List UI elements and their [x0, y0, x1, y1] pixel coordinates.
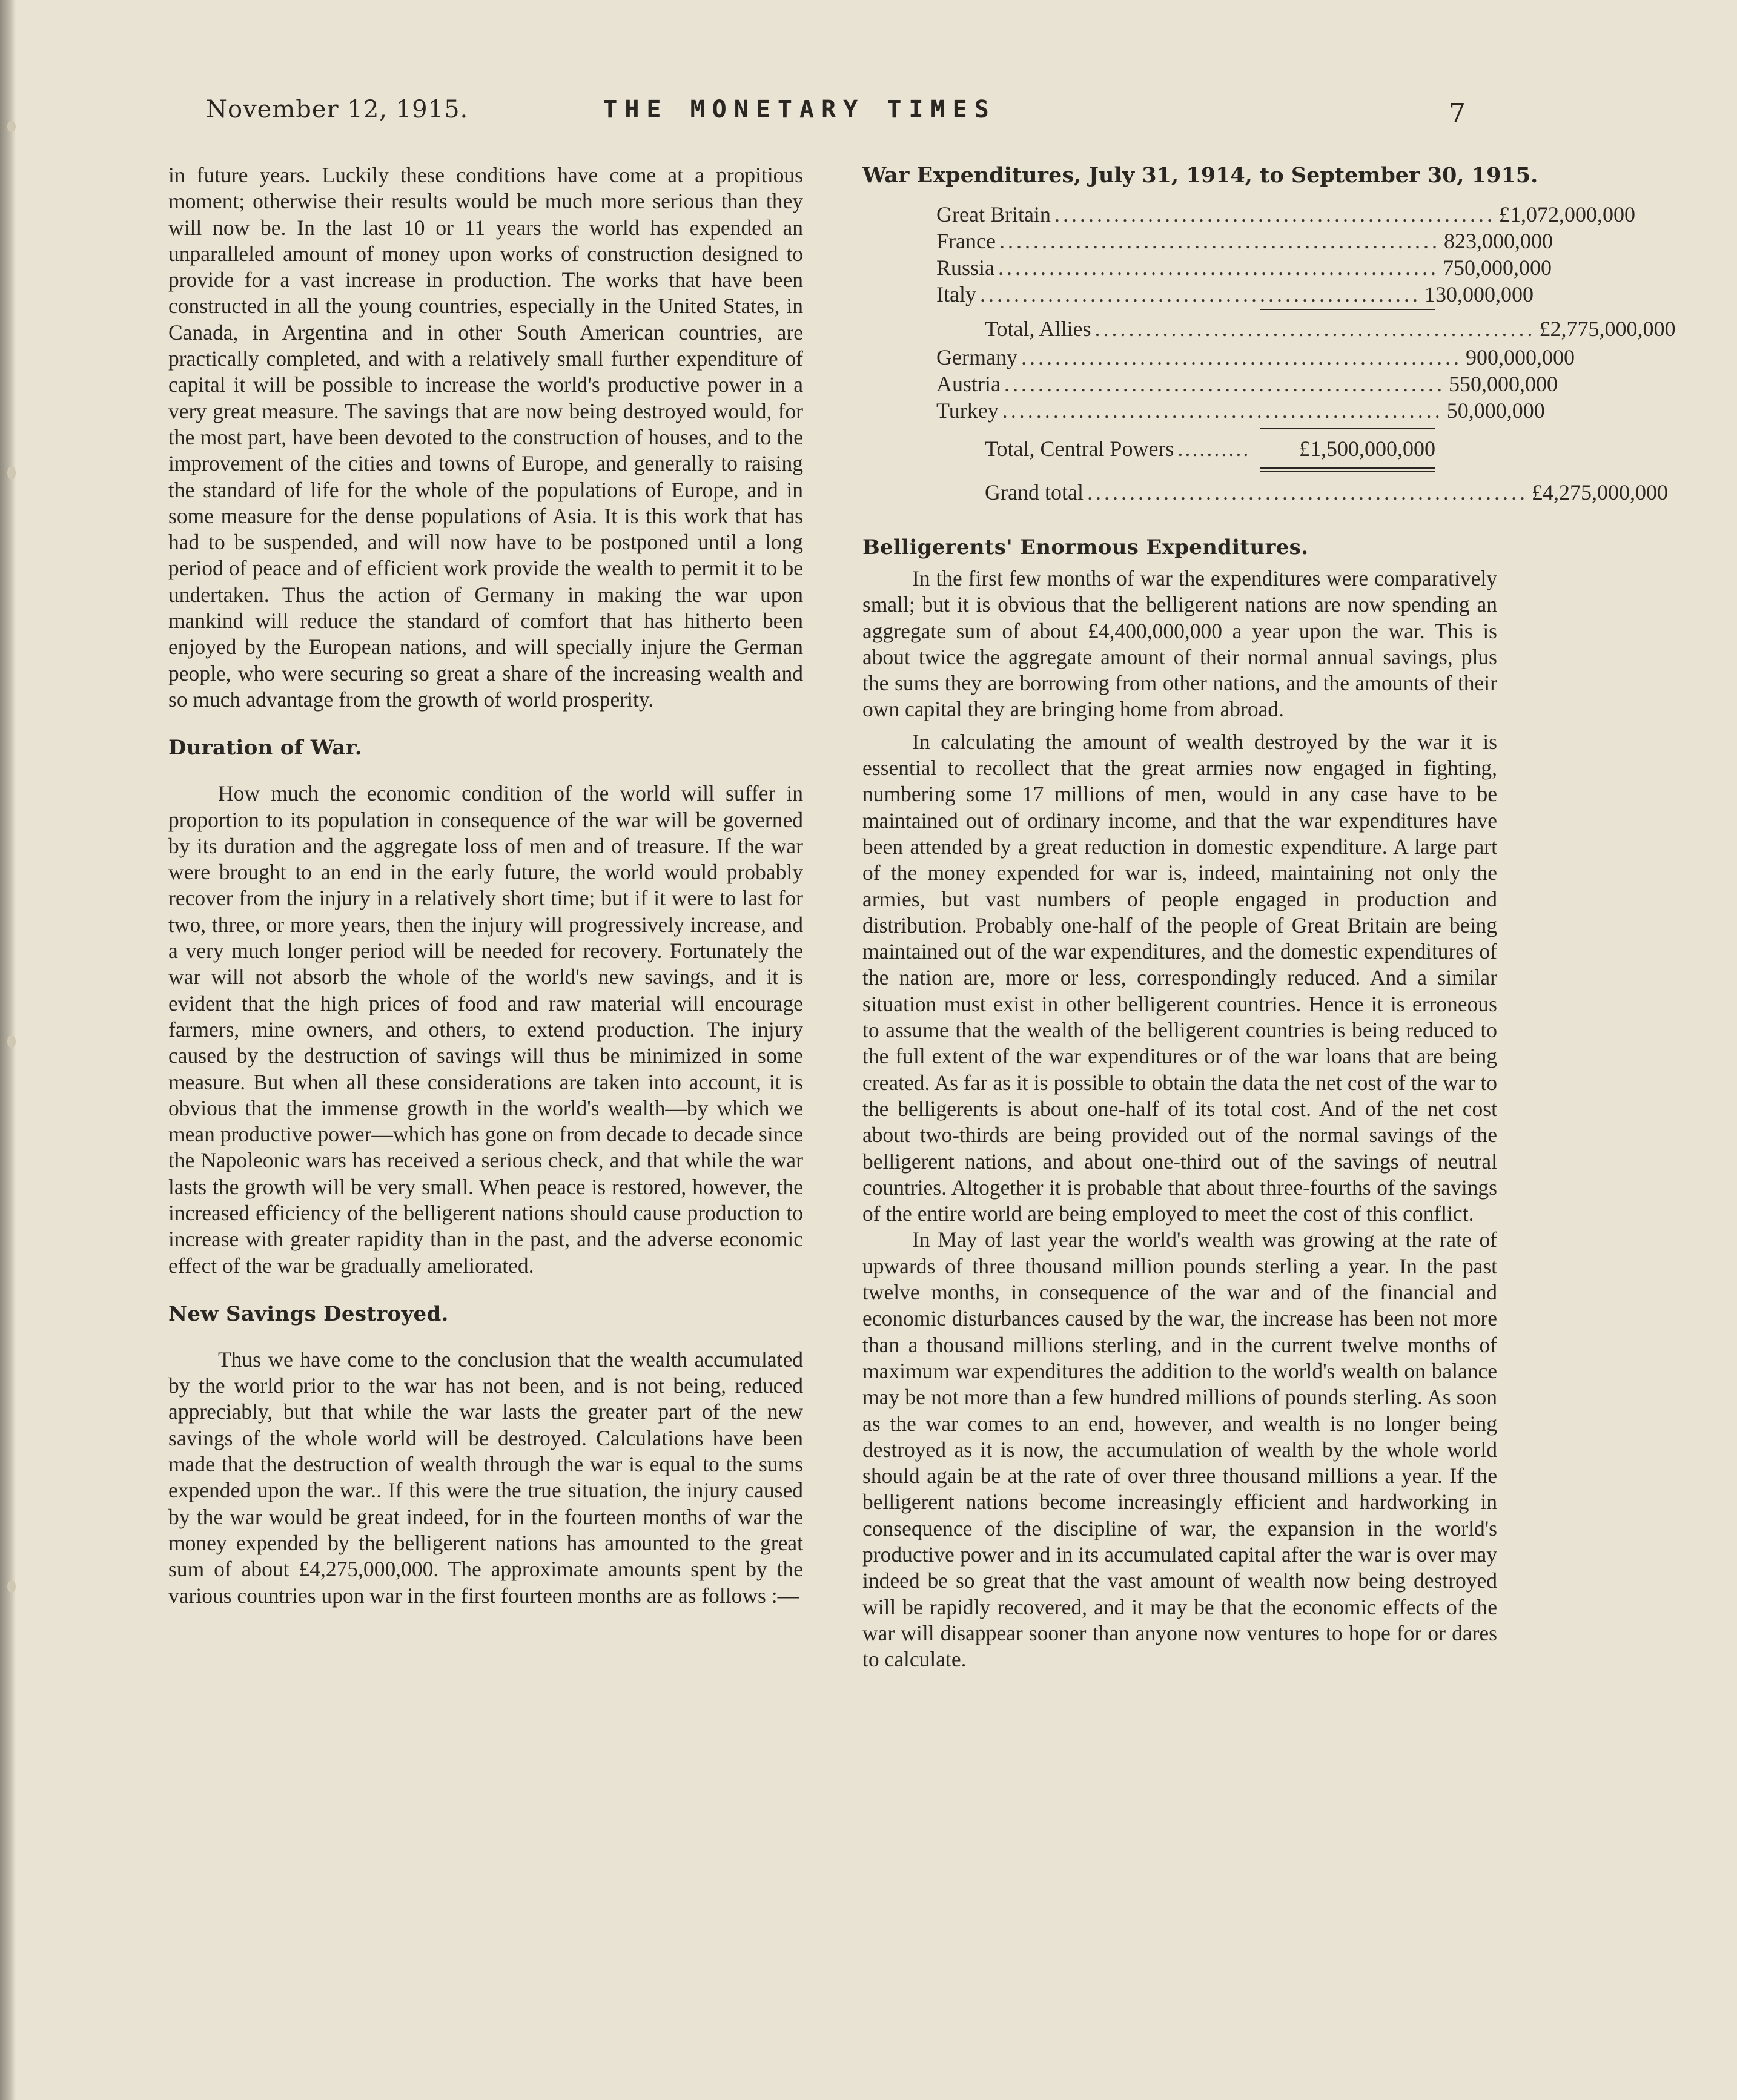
- table-row-total: Total, Central Powers .......... £1,500,000,000: [862, 434, 1497, 464]
- paragraph: How much the economic condition of the world will suffer in proportion to its population in consequence of the war will be governed by its duration and the aggregate loss of men and of treasure. If the war were brought to an end in the early future, the world would probably recover from the injury in a relatively short time; but if it were to last for two, three, or more years, then the injury will progressively increase, and a very much longer period will be needed for recovery. Fortunately the war will not absorb the whole of the world's new savings, and it is evident that the high prices of food and raw material will encourage farmers, mine owners, and others, to extend production. The injury caused by the destruction of savings will thus be minimized in some measure. But when all these considerations are taken into account, it is obvious that the immense growth in the world's wealth—by which we mean productive power—which has gone on from decade to decade since the Napoleonic wars has received a serious check, and that while the war lasts the growth will be very small. When peace is restored, however, the increased efficiency of the belligerent nations should cause production to increase with greater rapidity than in the past, and the adverse economic effect of the war be gradually ameliorated.: [168, 781, 803, 1278]
- total-label: Total, Central Powers: [985, 437, 1174, 461]
- paragraph: In calculating the amount of wealth destroyed by the war it is essential to recollect that the great armies now engaged in fighting, numbering some 17 millions of men, would in any case have to be maintained out of ordinary income, and that the war expenditures have been attended by a great reduction in domestic expenditure. A large part of the money expended for war is, indeed, maintaining not only the armies, but vast numbers of people engaged in production and distribution. Probably one-half of the people of Great Britain are being maintained out of the war expenditures, and the domestic expenditures of the nation are, more or less, correspondingly reduced. And a similar situation must exist in other belligerent countries. Hence it is erroneous to assume that the wealth of the belligerent countries is being reduced to the full extent of the war expenditures or of the war loans that are being created. As far as it is possible to obtain the data the net cost of the war to the belligerents is about one-half of its total cost. And of the net cost about two-thirds are being provided out of the normal savings of the belligerent nations, and about one-third out of the savings of neutral countries. Altogether it is probable that about three-fourths of the savings of the entire world are being employed to meet the cost of this conflict.: [862, 729, 1497, 1226]
- country-name: Germany: [936, 345, 1017, 369]
- paper-stain: [7, 466, 16, 480]
- page-number: 7: [1449, 98, 1466, 129]
- total-amount: £2,775,000,000: [1539, 317, 1676, 341]
- right-column: [862, 162, 1676, 1672]
- section-heading-belligerents: Belligerents' Enormous Expenditures.: [862, 535, 1309, 560]
- table-row: Great Britain .................................................... £1,072,000,000: [862, 201, 1497, 228]
- country-name: Italy: [936, 282, 976, 306]
- country-name: Turkey: [936, 398, 999, 423]
- section-heading-duration: Duration of War.: [168, 736, 362, 761]
- total-label: Total, Allies: [985, 317, 1091, 341]
- country-name: Russia: [936, 256, 995, 280]
- double-rule: [862, 464, 1497, 477]
- war-expenditures-table: [862, 201, 1676, 507]
- amount: 823,000,000: [1443, 229, 1553, 253]
- country-name: France: [936, 229, 996, 253]
- table-row-grand-total: Grand total .................................................... £4,275,000,000: [862, 477, 1497, 507]
- table-row: Italy .................................................... 130,000,000: [862, 281, 1497, 308]
- total-amount: £1,500,000,000: [1299, 437, 1435, 461]
- paper-stain: [7, 1580, 16, 1593]
- amount: £1,072,000,000: [1498, 202, 1635, 226]
- section-heading-savings: New Savings Destroyed.: [168, 1301, 449, 1326]
- paragraph: In the first few months of war the expenditures were comparatively small; but it is obvious that the belligerent nations are now spending an aggregate sum of about £4,400,000,000 a year upon the war. This is about twice the aggregate amount of their normal annual savings, plus the sums they are borrowing from other nations, and the amounts of their own capital they are bringing home from abroad.: [862, 566, 1497, 722]
- sum-rule: [862, 308, 1497, 314]
- paragraph: in future years. Luckily these conditions have come at a propitious moment; otherwise their results would be much more serious than they will now be. In the last 10 or 11 years the world has expended an unparalleled amount of money upon works of construction designed to provide for a vast increase in production. The works that have been constructed in all the young countries, especially in the United States, in Canada, in Argentina and in other South American countries, are practically completed, and with a relatively small further expenditure of capital it will be possible to increase the world's productive power in a very great measure. The savings that are now being destroyed would, for the most part, have been devoted to the construction of houses, and to the improvement of the cities and towns of Europe, and generally to raising the standard of life for the whole of the populations of Europe, and in some measure for the dense populations of Asia. It is this work that has had to be suspended, and will now have to be postponed until a long period of peace and of efficient work provide the wealth to permit it to be undertaken. Thus the action of Germany in making the war upon mankind will reduce the standard of comfort that has hitherto been enjoyed by the European nations, and will specially injure the German people, who were securing so great a share of the increasing wealth and so much advantage from the growth of world prosperity.: [168, 163, 803, 712]
- country-name: Great Britain: [936, 202, 1051, 226]
- country-name: Austria: [936, 372, 1001, 396]
- amount: 50,000,000: [1446, 398, 1545, 423]
- paper-stain: [7, 1035, 16, 1048]
- table-row: Austria .................................................... 550,000,000: [862, 371, 1497, 397]
- issue-date: November 12, 1915.: [206, 96, 469, 124]
- page-header: [0, 96, 1599, 132]
- page-binding-edge: [0, 0, 16, 2100]
- grand-total-label: Grand total: [985, 480, 1084, 504]
- paragraph: In May of last year the world's wealth was growing at the rate of upwards of three thousand million pounds sterling a year. In the past twelve months, in consequence of the war and of the financial and economic disturbances caused by the war, the increase has been not more than a thousand millions sterling, and in the current twelve months of maximum war expenditures the addition to the world's wealth on balance may be not more than a few hundred millions of pounds sterling. As soon as the war comes to an end, however, and wealth is no longer being destroyed as it is now, the accumulation of wealth by the whole world should again be at the rate of over three thousand millions a year. If the belligerent nations become increasingly efficient and hardworking in consequence of the discipline of war, the expansion in the world's productive power and in its accumulated capital after the war is over may indeed be so great that the vast amount of wealth now being destroyed will be rapidly recovered, and it may be that the economic effects of the war will disappear sooner than anyone now ventures to hope for or dares to calculate.: [862, 1227, 1497, 1672]
- paragraph: Thus we have come to the conclusion that the wealth accumulated by the world prior to the war has not been, and is not being, reduced appreciably, but that while the war lasts the greater part of the new savings of the whole world will be destroyed. Calculations have been made that the destruction of wealth through the war is equal to the sums expended upon the war.. If this were the true situation, the injury caused by the war would be great indeed, for in the fourteen months of war the money expended by the belligerent nations has amounted to the great sum of about £4,275,000,000. The approximate amounts spent by the various countries upon war in the first fourteen months are as follows :—: [168, 1347, 803, 1608]
- amount: 550,000,000: [1448, 372, 1558, 396]
- table-row: Turkey .................................................... 50,000,000: [862, 397, 1497, 424]
- amount: 130,000,000: [1424, 282, 1534, 306]
- sum-rule: [862, 424, 1497, 434]
- amount: 900,000,000: [1465, 345, 1575, 369]
- table-row: Russia .................................................... 750,000,000: [862, 254, 1497, 281]
- grand-total-amount: £4,275,000,000: [1531, 480, 1668, 504]
- table-row-total: Total, Allies .................................................... £2,775,000,000: [862, 314, 1497, 344]
- table-title: War Expenditures, July 31, 1914, to September 30, 1915.: [862, 163, 1538, 188]
- table-row: France .................................................... 823,000,000: [862, 228, 1497, 254]
- amount: 750,000,000: [1443, 256, 1552, 280]
- publication-title: THE MONETARY TIMES: [603, 96, 996, 124]
- table-row: Germany .................................................... 900,000,000: [862, 344, 1497, 371]
- left-column: [168, 162, 803, 1609]
